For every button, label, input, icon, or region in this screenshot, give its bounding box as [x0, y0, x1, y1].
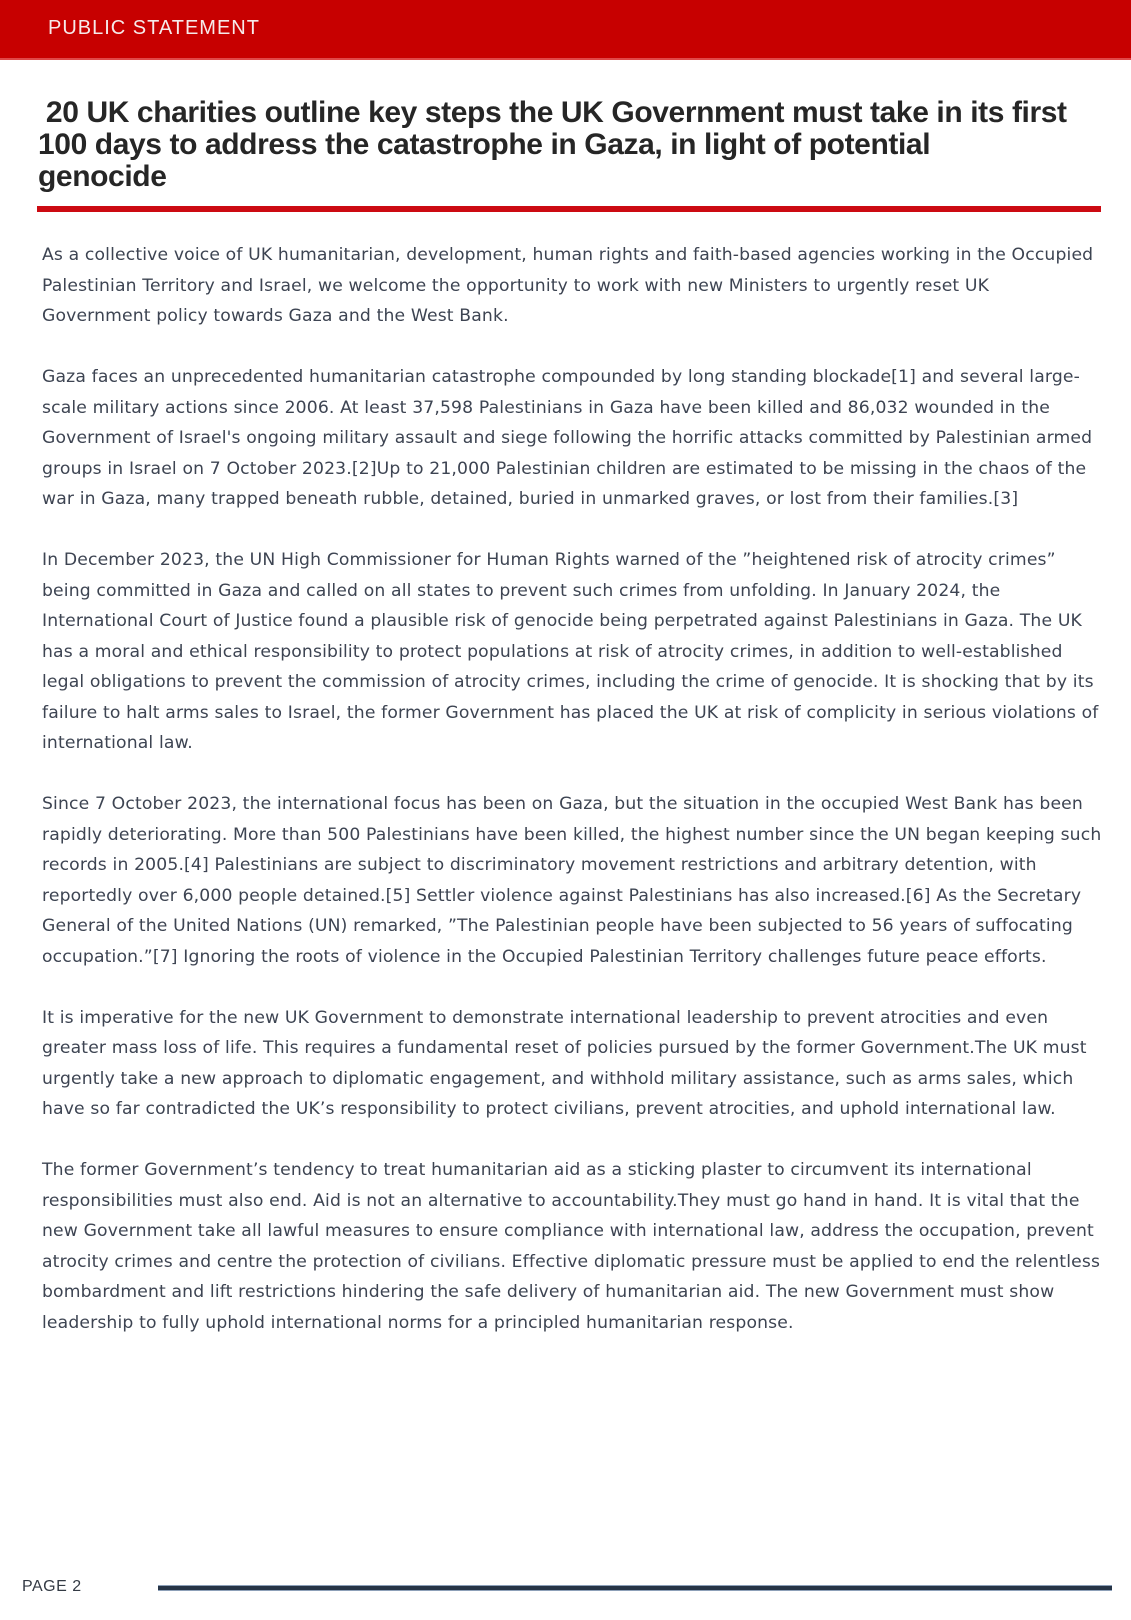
paragraph-intro: As a collective voice of UK humanitarian, development, human rights and faith-based agencies working in the Occupied Palestinian Territory and Israel, we welcome the opportunity to work with new Ministers to urgently reset UK Government policy towards Gaza and the West Bank. [42, 245, 1094, 326]
page-number: PAGE 2 [22, 1578, 82, 1595]
header-bar [0, 0, 1131, 60]
title-divider [37, 206, 1101, 212]
header-label: PUBLIC STATEMENT [48, 17, 260, 39]
page-title [38, 97, 1118, 193]
paragraph-leadership: It is imperative for the new UK Government to demonstrate international leadership to prevent atrocities and even greater mass loss of life. This requires a fundamental reset of policies pursued by the former Government.The UK must urgently take a new approach to diplomatic engagement, and withhold military assistance, such as arms sales, which have so far contradicted the UK’s responsibility to protect civilians, prevent atrocities, and uphold international law. [42, 1007, 1087, 1119]
paragraph-humanitarian-aid: The former Government’s tendency to treat humanitarian aid as a sticking plaster to circumvent its international responsibilities must also end. Aid is not an alternative to accountability.They must go hand in hand. It is vital that the new Government take all lawful measures to ensure compliance with international law, address the occupation, prevent atrocity crimes and centre the protection of civilians. Effective diplomatic pressure must be applied to end the relentless bombardment and lift restrictions hindering the safe delivery of humanitarian aid. The new Government must show leadership to fully uphold international norms for a principled humanitarian response. [42, 1160, 1101, 1333]
paragraph-atrocity-risk: In December 2023, the UN High Commissioner for Human Rights warned of the ”heightened risk of atrocity crimes” being committed in Gaza and called on all states to prevent such crimes from unfolding. In January 2024, the International Court of Justice found a plausible risk of genocide being perpetrated against Palestinians in Gaza. The UK has a moral and ethical responsibility to protect populations at risk of atrocity crimes, in addition to well-established legal obligations to prevent the commission of atrocity crimes, including the crime of genocide. It is shocking that by its failure to halt arms sales to Israel, the former Government has placed the UK at risk of complicity in serious violations of international law. [42, 550, 1099, 753]
title-line-1: 20 UK charities outline key steps the UK Government must take in its first [38, 96, 1067, 129]
paragraph-west-bank: Since 7 October 2023, the international focus has been on Gaza, but the situation in the occupied West Bank has been rapidly deteriorating. More than 500 Palestinians have been killed, the highest number since the UN began keeping such records in 2005.[4] Palestinians are subject to discriminatory movement restrictions and arbitrary detention, with reportedly over 6,000 people detained.[5] Settler violence against Palestinians has also increased.[6] As the Secretary General of the United Nations (UN) remarked, ”The Palestinian people have been subjected to 56 years of suffocating occupation.”[7] Ignoring the roots of violence in the Occupied Palestinian Territory challenges future peace efforts. [42, 794, 1102, 967]
footer-divider [158, 1585, 1112, 1591]
title-line-3: genocide [38, 160, 167, 193]
statement-body [42, 240, 1102, 1369]
title-line-2: 100 days to address the catastrophe in Gaza, in light of potential [38, 128, 931, 161]
paragraph-gaza-catastrophe: Gaza faces an unprecedented humanitarian catastrophe compounded by long standing blockade[1] and several large-scale military actions since 2006. At least 37,598 Palestinians in Gaza have been killed and 86,032 wounded in the Government of Israel's ongoing military assault and siege following the horrific attacks committed by Palestinian armed groups in Israel on 7 October 2023.[2]Up to 21,000 Palestinian children are estimated to be missing in the chaos of the war in Gaza, many trapped beneath rubble, detained, buried in unmarked graves, or lost from their families.[3] [42, 367, 1093, 509]
